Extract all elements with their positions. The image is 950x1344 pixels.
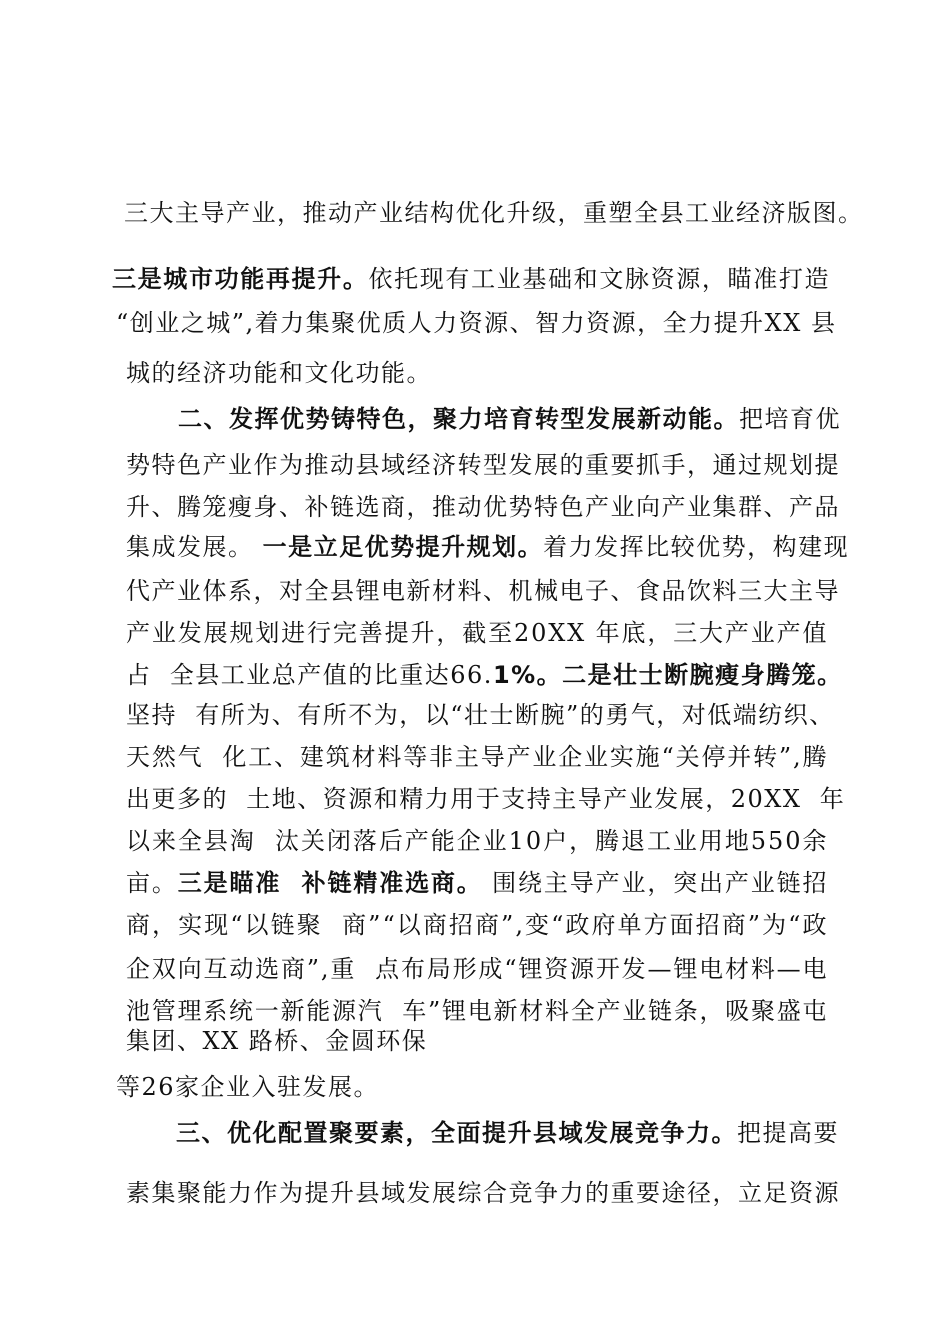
text-run: “创业之城”,着力集聚优质人力资源、智力资源，全力提升XX 县 [116, 309, 837, 337]
text-run: 城的经济功能和文化功能。 [126, 359, 432, 387]
text-line [126, 910, 829, 940]
bold-text: 1%。二是壮士断腕瘦身腾笼。 [492, 661, 843, 689]
text-line [178, 404, 841, 434]
text-line [126, 826, 828, 856]
text-line [126, 868, 828, 898]
text-run: 企双向互动选商”,重 点布局形成“锂资源开发—锂电材料—电 [126, 955, 829, 983]
text-run: 集成发展。 [126, 533, 263, 561]
text-run: 等26家企业入驻发展。 [116, 1073, 380, 1101]
bold-text: 三是城市功能再提升。 [112, 265, 369, 293]
text-run: 势特色产业作为推动县域经济转型发展的重要抓手，通过规划提 [126, 451, 840, 479]
text-run: 占 全县工业总产值的比重达66. [126, 661, 493, 689]
text-line [116, 1072, 379, 1102]
text-line [126, 784, 845, 814]
text-line [126, 742, 828, 772]
text-line [126, 450, 840, 480]
text-line [124, 198, 864, 228]
text-line [126, 358, 432, 388]
text-run: 亩。 [126, 869, 178, 897]
text-run: 素集聚能力作为提升县域发展综合竞争力的重要途径，立足资源 [126, 1179, 840, 1207]
text-run: 围绕主导产业，突出产业链招 [482, 869, 829, 897]
text-run: 坚持 有所为、有所不为，以“壮士断腕”的勇气，对低端纺织、 [126, 701, 835, 729]
text-run: 把提高要 [737, 1119, 839, 1147]
text-line [126, 532, 849, 562]
text-run: 集团、XX 路桥、金圆环保 [126, 1027, 428, 1055]
text-run: 着力发挥比较优势，构建现 [543, 533, 850, 561]
text-run: 以来全县淘 汰关闭落后产能企业10户，腾退工业用地550余 [126, 827, 829, 855]
text-run: 出更多的 土地、资源和精力用于支持主导产业发展，20XX 年 [126, 785, 846, 813]
text-line [126, 954, 828, 984]
text-line [126, 1178, 840, 1208]
text-line [126, 700, 835, 730]
text-run: 天然气 化工、建筑材料等非主导产业企业实施“关停并转”,腾 [126, 743, 829, 771]
text-run: 升、腾笼瘦身、补链选商，推动优势特色产业向产业集群、产品 [126, 493, 840, 521]
text-line [126, 576, 840, 606]
text-run: 把培育优 [739, 405, 841, 433]
text-line [126, 618, 828, 648]
text-line [176, 1118, 839, 1148]
text-run: 代产业体系，对全县锂电新材料、机械电子、食品饮料三大主导 [126, 577, 840, 605]
text-run: 商，实现“以链聚 商”“以商招商”,变“政府单方面招商”为“政 [126, 911, 829, 939]
text-line [126, 660, 843, 690]
text-line [112, 264, 830, 294]
bold-text: 三是瞄准 补链精准选商。 [177, 869, 483, 897]
text-line [126, 1026, 427, 1056]
text-run: 池管理系统一新能源汽 车”锂电新材料全产业链条，吸聚盛屯 [126, 997, 829, 1025]
text-run: 依托现有工业基础和文脉资源，瞄准打造 [368, 265, 831, 293]
bold-text: 三、优化配置聚要素，全面提升县域发展竞争力。 [176, 1119, 737, 1147]
bold-text: 二、发挥优势铸特色，聚力培育转型发展新动能。 [178, 405, 739, 433]
text-line [116, 308, 836, 338]
text-run: 产业发展规划进行完善提升，截至20XX 年底，三大产业产值 [126, 619, 829, 647]
text-line [126, 996, 828, 1026]
text-line [126, 492, 840, 522]
text-run: 三大主导产业，推动产业结构优化升级，重塑全县工业经济版图。 [124, 199, 864, 227]
bold-text: 一是立足优势提升规划。 [262, 533, 544, 561]
